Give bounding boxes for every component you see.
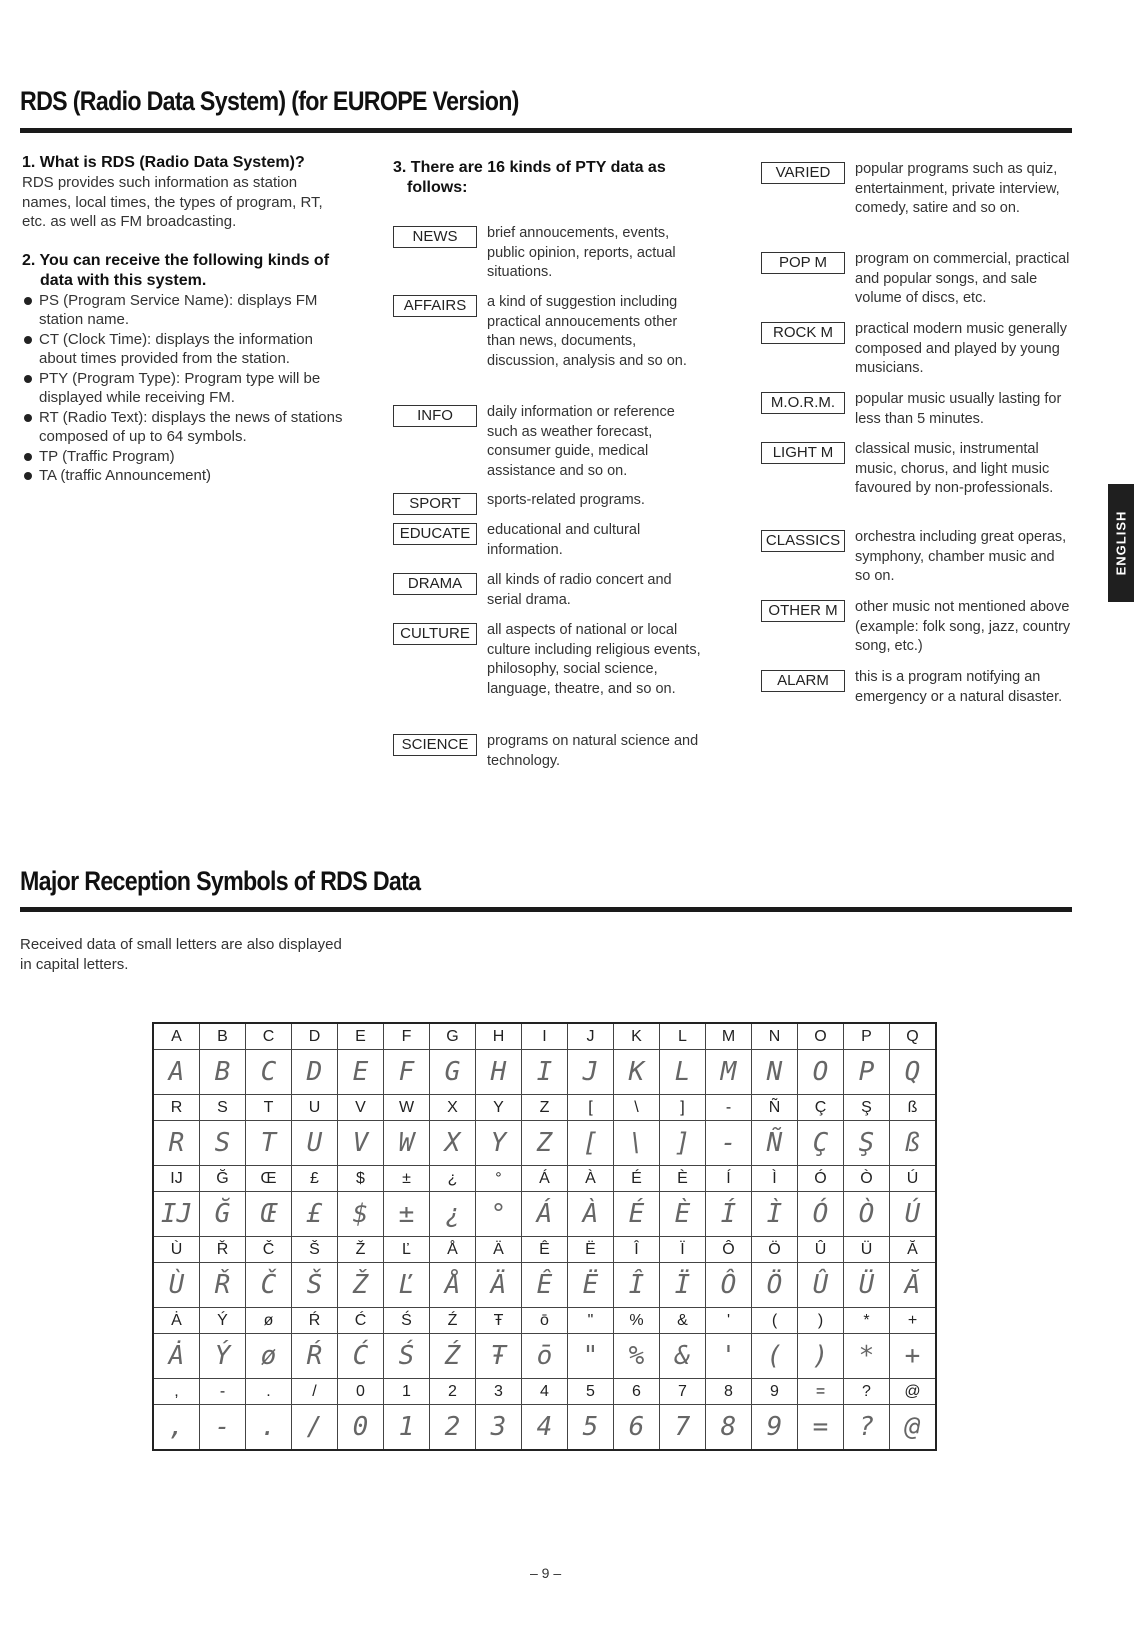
symbol-char: Š [292,1237,338,1263]
symbol-display: ? [844,1405,890,1451]
symbol-char: Ğ [200,1166,246,1192]
symbol-display: I [522,1050,568,1095]
symbol-display: Ŧ [476,1334,522,1379]
symbol-char: V [338,1095,384,1121]
symbol-char: 0 [338,1379,384,1405]
section1-heading: 1. What is RDS (Radio Data System)? [22,154,305,171]
symbol-display: 0 [338,1405,384,1451]
symbol-display: Ç [798,1121,844,1166]
language-tab [1108,484,1134,602]
symbol-char: G [430,1023,476,1050]
pty-description: a kind of suggestion including practical annoucements other than news, documents, discussion, analysis and so on. [487,294,687,369]
symbol-display: ¿ [430,1192,476,1237]
symbol-display: % [614,1334,660,1379]
symbol-display: Œ [246,1192,292,1237]
symbol-display: Q [890,1050,937,1095]
symbol-char: ø [246,1308,292,1334]
pty-row-alarm [761,668,1081,728]
symbol-char: M [706,1023,752,1050]
symbol-char: % [614,1308,660,1334]
symbol-display: Ö [752,1263,798,1308]
symbol-char: Ľ [384,1237,430,1263]
symbol-char: 2 [430,1379,476,1405]
symbol-display: Ô [706,1263,752,1308]
pty-code-box: SPORT [393,493,477,515]
symbol-char: Ë [568,1237,614,1263]
symbol-display: Å [430,1263,476,1308]
symbol-display: F [384,1050,430,1095]
symbol-display: 8 [706,1405,752,1451]
symbol-display: ø [246,1334,292,1379]
symbol-display: U [292,1121,338,1166]
symbol-display: É [614,1192,660,1237]
reception-symbols-table [152,1022,937,1451]
symbol-char: Ä [476,1237,522,1263]
symbol-char: ( [752,1308,798,1334]
pty-code-box: CULTURE [393,623,477,645]
symbol-char: N [752,1023,798,1050]
symbol-display: A [153,1050,200,1095]
symbol-char: Ž [338,1237,384,1263]
symbol-display: Š [292,1263,338,1308]
symbol-char: D [292,1023,338,1050]
symbol-char: X [430,1095,476,1121]
symbol-char: Č [246,1237,292,1263]
symbol-char: Û [798,1237,844,1263]
pty-description: this is a program notifying an emergency or a natural disaster. [855,669,1063,705]
symbol-display-row [153,1334,936,1379]
symbol-char: Z [522,1095,568,1121]
symbol-display-row [153,1405,936,1451]
symbol-display: Û [798,1263,844,1308]
symbol-display: È [660,1192,706,1237]
symbol-char: I [522,1023,568,1050]
symbol-char: / [292,1379,338,1405]
pty-description: classical music, instrumental music, chorus, and light music favoured by non-professionals. [855,441,1054,496]
symbol-display: 6 [614,1405,660,1451]
symbol-char: ± [384,1166,430,1192]
symbol-display: Ź [430,1334,476,1379]
symbol-char: Ö [752,1237,798,1263]
list-item: TA (traffic Announcement) [22,466,344,486]
symbol-char: F [384,1023,430,1050]
symbol-display: Ú [890,1192,937,1237]
pty-row-affairs [393,293,713,383]
pty-description: programs on natural science and technology. [487,733,699,769]
pty-code-box: AFFAIRS [393,295,477,317]
symbol-display: Ŕ [292,1334,338,1379]
symbol-char: 9 [752,1379,798,1405]
symbol-char: 8 [706,1379,752,1405]
symbol-display: Ë [568,1263,614,1308]
symbol-display: Ȧ [153,1334,200,1379]
pty-code-box: POP M [761,252,845,274]
pty-code-box: NEWS [393,226,477,248]
symbol-char: 3 [476,1379,522,1405]
symbol-display: 7 [660,1405,706,1451]
pty-row-light-m [761,440,1081,520]
symbol-display: W [384,1121,430,1166]
pty-code-box: EDUCATE [393,523,477,545]
list-item: PS (Program Service Name): displays FM station name. [22,291,344,330]
symbol-display: Ă [890,1263,937,1308]
symbol-char: ō [522,1308,568,1334]
symbol-label-row [153,1023,936,1050]
symbol-char: Ŕ [292,1308,338,1334]
symbol-display: \ [614,1121,660,1166]
pty-description: brief annoucements, events, public opinion, reports, actual situations. [487,225,676,280]
symbol-display: ( [752,1334,798,1379]
symbol-char: Ó [798,1166,844,1192]
symbol-display: R [153,1121,200,1166]
symbol-char: [ [568,1095,614,1121]
pty-row-drama [393,571,713,611]
symbol-char: O [798,1023,844,1050]
symbol-display: Ž [338,1263,384,1308]
symbol-display: = [798,1405,844,1451]
symbol-char: Ş [844,1095,890,1121]
symbol-display: Ò [844,1192,890,1237]
pty-row-news [393,224,713,284]
symbol-display: X [430,1121,476,1166]
symbol-label-row [153,1166,936,1192]
symbol-display: Ä [476,1263,522,1308]
symbol-display: 9 [752,1405,798,1451]
symbol-display: Ś [384,1334,430,1379]
pty-row-other-m [761,598,1081,658]
symbol-display: 2 [430,1405,476,1451]
symbol-display: ō [522,1334,568,1379]
symbol-display-row [153,1192,936,1237]
symbol-display: Ì [752,1192,798,1237]
pty-description: educational and cultural information. [487,522,641,558]
pty-description: practical modern music generally composed and played by young musicians. [855,321,1067,376]
pty-row-culture [393,621,713,721]
symbol-char: Ŧ [476,1308,522,1334]
symbol-display: S [200,1121,246,1166]
symbol-display: ° [476,1192,522,1237]
pty-code-box: SCIENCE [393,734,477,756]
symbol-char: Œ [246,1166,292,1192]
symbol-char: Ś [384,1308,430,1334]
pty-description: daily information or reference such as weather forecast, consumer guide, medical assistance and so on. [487,404,675,479]
symbol-display: / [292,1405,338,1451]
pty-code-box: OTHER M [761,600,845,622]
language-tab-label: ENGLISH [1113,510,1129,576]
symbol-char: Ì [752,1166,798,1192]
symbol-char: ° [476,1166,522,1192]
symbol-display: & [660,1334,706,1379]
symbol-label-row [153,1237,936,1263]
list-item: PTY (Program Type): Program type will be displayed while receiving FM. [22,369,344,408]
symbol-char: T [246,1095,292,1121]
pty-row-educate [393,521,713,561]
symbol-char: Ù [153,1237,200,1263]
section2-heading: 2. You can receive the following kinds of data with this system. [22,251,330,289]
symbol-display: Í [706,1192,752,1237]
pty-row-sport [393,491,713,515]
symbol-char: P [844,1023,890,1050]
symbol-char: Ê [522,1237,568,1263]
symbol-display: Č [246,1263,292,1308]
symbol-display: Ý [200,1334,246,1379]
symbol-char: Ñ [752,1095,798,1121]
symbol-char: Ȧ [153,1308,200,1334]
list-item: TP (Traffic Program) [22,447,344,467]
section3-heading: 3. There are 16 kinds of PTY data as follows: [393,159,666,196]
rds-intro-column [22,153,344,486]
symbol-display: ± [384,1192,430,1237]
symbol-display: E [338,1050,384,1095]
symbol-char: 1 [384,1379,430,1405]
symbol-char: ) [798,1308,844,1334]
symbol-display: 1 [384,1405,430,1451]
pty-row-varied [761,160,1081,240]
symbol-char: Ć [338,1308,384,1334]
symbol-char: U [292,1095,338,1121]
symbol-display: 5 [568,1405,614,1451]
symbol-char: " [568,1308,614,1334]
symbol-display: . [246,1405,292,1451]
symbol-char: - [200,1379,246,1405]
pty-description: all kinds of radio concert and serial drama. [487,572,672,608]
symbol-display: , [153,1405,200,1451]
symbol-display: @ [890,1405,937,1451]
symbol-char: * [844,1308,890,1334]
symbol-char: Ï [660,1237,706,1263]
pty-row-info [393,403,713,483]
symbol-display: 4 [522,1405,568,1451]
symbol-char: L [660,1023,706,1050]
symbol-display: Ř [200,1263,246,1308]
page-number: – 9 – [530,1565,562,1581]
pty-description: sports-related programs. [487,492,645,508]
title-rule [20,128,1072,133]
symbol-display: Ğ [200,1192,246,1237]
symbol-display: ß [890,1121,937,1166]
symbol-display: Y [476,1121,522,1166]
symbol-display: Á [522,1192,568,1237]
pty-description: popular programs such as quiz, entertainment, private interview, comedy, satire and so on. [855,161,1060,216]
symbol-display: V [338,1121,384,1166]
pty-code-box: INFO [393,405,477,427]
symbol-display: D [292,1050,338,1095]
symbol-char: A [153,1023,200,1050]
symbol-display: Ï [660,1263,706,1308]
symbol-char: Q [890,1023,937,1050]
symbol-char: 4 [522,1379,568,1405]
pty-code-box: VARIED [761,162,845,184]
symbol-char: W [384,1095,430,1121]
symbol-display: H [476,1050,522,1095]
symbol-display: ) [798,1334,844,1379]
symbol-display: £ [292,1192,338,1237]
symbol-char: , [153,1379,200,1405]
symbol-char: ' [706,1308,752,1334]
symbol-char: \ [614,1095,660,1121]
symbols-rule [20,907,1072,912]
symbol-display: C [246,1050,292,1095]
symbol-char: Á [522,1166,568,1192]
symbol-char: Y [476,1095,522,1121]
symbol-char: Å [430,1237,476,1263]
pty-code-box: DRAMA [393,573,477,595]
symbol-display: [ [568,1121,614,1166]
data-kinds-list [22,291,344,486]
symbol-label-row [153,1379,936,1405]
symbol-char: 7 [660,1379,706,1405]
symbol-char: Ô [706,1237,752,1263]
symbol-display: - [706,1121,752,1166]
symbol-display: Ó [798,1192,844,1237]
symbol-label-row [153,1308,936,1334]
symbol-display: Ć [338,1334,384,1379]
symbol-display: À [568,1192,614,1237]
symbol-display-row [153,1050,936,1095]
pty-code-box: ROCK M [761,322,845,344]
symbol-char: S [200,1095,246,1121]
symbol-char: ß [890,1095,937,1121]
symbol-char: 6 [614,1379,660,1405]
symbol-display: Ñ [752,1121,798,1166]
symbol-char: Ú [890,1166,937,1192]
symbol-char: Ü [844,1237,890,1263]
symbol-label-row [153,1095,936,1121]
symbol-char: 5 [568,1379,614,1405]
symbol-display: Ü [844,1263,890,1308]
symbol-char: Ă [890,1237,937,1263]
symbol-display: Ù [153,1263,200,1308]
symbol-char: H [476,1023,522,1050]
symbol-display: " [568,1334,614,1379]
symbol-char: Ò [844,1166,890,1192]
symbol-char: - [706,1095,752,1121]
pty-code-box: LIGHT M [761,442,845,464]
pty-description: other music not mentioned above (example: folk song, jazz, country song, etc.) [855,599,1071,654]
pty-description: popular music usually lasting for less than 5 minutes. [855,391,1062,427]
symbol-display: Î [614,1263,660,1308]
pty-row-pop-m [761,250,1081,310]
pty-row-morm [761,390,1081,430]
symbol-display: + [890,1334,937,1379]
symbol-display: * [844,1334,890,1379]
symbol-display: - [200,1405,246,1451]
pty-description: program on commercial, practical and popular songs, and sale volume of discs, etc. [855,251,1070,306]
symbol-char: . [246,1379,292,1405]
symbol-char: = [798,1379,844,1405]
symbol-char: É [614,1166,660,1192]
symbol-char: @ [890,1379,937,1405]
symbol-char: R [153,1095,200,1121]
symbol-display-row [153,1121,936,1166]
symbol-char: Ý [200,1308,246,1334]
symbol-char: J [568,1023,614,1050]
symbol-char: E [338,1023,384,1050]
symbol-char: Ź [430,1308,476,1334]
symbol-display: J [568,1050,614,1095]
symbol-display: M [706,1050,752,1095]
symbols-note: Received data of small letters are also displayed in capital letters. [20,936,342,973]
page-title: RDS (Radio Data System) (for EUROPE Version) [20,86,519,116]
symbol-display-row [153,1263,936,1308]
pty-description: all aspects of national or local culture including religious events, philosophy, social science, language, theatre, and so on. [487,622,701,697]
symbol-display: Ê [522,1263,568,1308]
symbol-display: Ľ [384,1263,430,1308]
symbol-display: K [614,1050,660,1095]
symbol-char: $ [338,1166,384,1192]
symbol-char: Ř [200,1237,246,1263]
pty-code-box: ALARM [761,670,845,692]
symbol-char: ] [660,1095,706,1121]
pty-row-rock-m [761,320,1081,380]
symbol-display: O [798,1050,844,1095]
symbol-char: Ç [798,1095,844,1121]
symbol-char: È [660,1166,706,1192]
symbol-char: À [568,1166,614,1192]
symbol-char: & [660,1308,706,1334]
symbol-display: N [752,1050,798,1095]
symbol-display: G [430,1050,476,1095]
symbol-display: 3 [476,1405,522,1451]
symbol-display: B [200,1050,246,1095]
symbol-char: £ [292,1166,338,1192]
symbol-display: $ [338,1192,384,1237]
symbol-char: Î [614,1237,660,1263]
section1-body: RDS provides such information as station names, local times, the types of program, RT, etc. as well as FM broadcasting. [22,174,323,230]
symbol-char: K [614,1023,660,1050]
symbol-display: Z [522,1121,568,1166]
symbol-char: ? [844,1379,890,1405]
list-item: RT (Radio Text): displays the news of stations composed of up to 64 symbols. [22,408,344,447]
symbol-char: IJ [153,1166,200,1192]
symbol-display: Ş [844,1121,890,1166]
symbol-display: L [660,1050,706,1095]
symbols-title: Major Reception Symbols of RDS Data [20,866,421,896]
pty-code-box: CLASSICS [761,530,845,552]
symbol-display: P [844,1050,890,1095]
symbol-display: T [246,1121,292,1166]
symbol-char: Í [706,1166,752,1192]
symbol-display: ' [706,1334,752,1379]
symbol-char: ¿ [430,1166,476,1192]
pty-row-science [393,732,713,772]
symbol-display: ] [660,1121,706,1166]
symbol-display: IJ [153,1192,200,1237]
pty-code-box: M.O.R.M. [761,392,845,414]
list-item: CT (Clock Time): displays the information about times provided from the station. [22,330,344,369]
symbol-char: C [246,1023,292,1050]
pty-row-classics [761,528,1081,588]
symbol-char: + [890,1308,937,1334]
symbol-char: B [200,1023,246,1050]
pty-description: orchestra including great operas, symphony, chamber music and so on. [855,529,1067,584]
